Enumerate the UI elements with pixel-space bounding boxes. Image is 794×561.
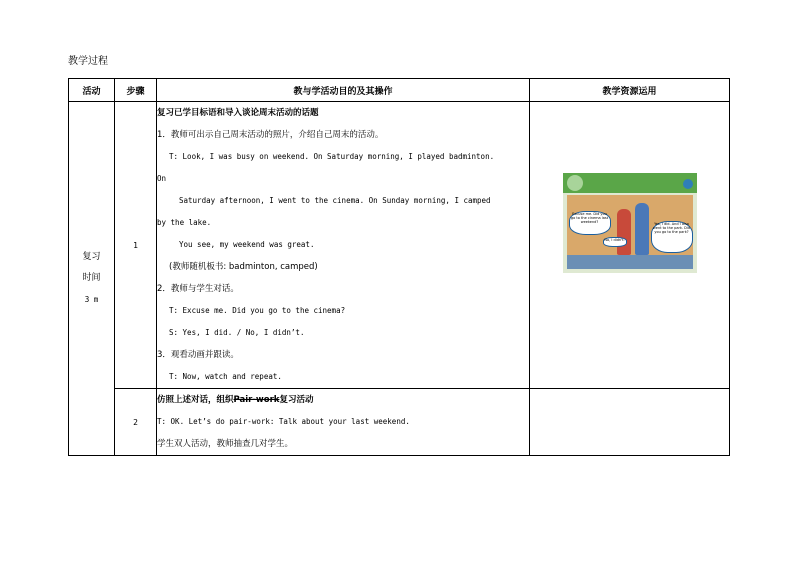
speech-bubble-mid: No, I didn't. bbox=[603, 237, 627, 247]
logo-icon bbox=[567, 175, 583, 191]
step1-dialog-line: Saturday afternoon, I went to the cinema. On Sunday morning, I camped bbox=[179, 196, 491, 205]
speech-bubble-right: Yes, I did. And I also went to the park. Did you go to the park? bbox=[651, 221, 693, 253]
step1-operations bbox=[157, 102, 530, 389]
header-operations: 教与学活动目的及其操作 bbox=[157, 79, 530, 102]
activity-line-1: 复习 bbox=[82, 252, 101, 262]
step1-dialog-line: by the lake. bbox=[157, 218, 212, 227]
step1-dialog-line: T: Now, watch and repeat. bbox=[169, 372, 282, 381]
step2-operations bbox=[157, 389, 530, 456]
table-header-row bbox=[69, 79, 730, 102]
character-boy bbox=[635, 203, 649, 255]
animation-screenshot bbox=[563, 173, 697, 273]
badge-icon bbox=[683, 179, 693, 189]
header-activity: 活动 bbox=[69, 79, 115, 102]
step2-title-pre: 仿照上述对话，组织 bbox=[157, 395, 234, 405]
step1-board-note: (教师随机板书: badminton, camped) bbox=[169, 262, 318, 272]
step1-item-2: 2．教师与学生对话。 bbox=[157, 284, 239, 294]
step-number-1: 1 bbox=[115, 102, 157, 389]
step1-dialog-line: You see, my weekend was great. bbox=[179, 240, 315, 249]
step2-title-strike: Pair-work bbox=[233, 395, 280, 405]
table-row-step1 bbox=[69, 102, 730, 389]
step1-item-1: 1．教师可出示自己周末活动的照片，介绍自己周末的活动。 bbox=[157, 130, 384, 140]
activity-cell bbox=[69, 102, 115, 456]
page-heading: 教学过程 bbox=[68, 56, 108, 67]
speech-bubble-left: Excuse me. Did you go to the cinema last weekend? bbox=[569, 211, 611, 235]
step2-title-post: 复习活动 bbox=[279, 395, 314, 405]
step2-note: 学生双人活动，教师抽查几对学生。 bbox=[157, 439, 294, 449]
thumb-header-bar bbox=[563, 173, 697, 193]
step1-dialog-line: T: Excuse me. Did you go to the cinema? bbox=[169, 306, 346, 315]
step1-dialog-line: T: Look, I was busy on weekend. On Saturday morning, I played badminton. bbox=[169, 152, 495, 161]
step1-dialog-line: On bbox=[157, 174, 167, 183]
step1-dialog-line: S: Yes, I did. / No, I didn’t. bbox=[169, 328, 305, 337]
cartoon-floor bbox=[567, 255, 693, 269]
activity-line-2: 时间 bbox=[82, 273, 101, 283]
table-row-step2 bbox=[69, 389, 730, 456]
resource-cell bbox=[530, 102, 730, 389]
character-girl bbox=[617, 209, 631, 255]
activity-line-3: 3 m bbox=[84, 295, 99, 304]
header-step: 步骤 bbox=[115, 79, 157, 102]
step1-title: 复习已学目标语和导入谈论周末活动的话题 bbox=[157, 108, 319, 118]
header-resources: 教学资源运用 bbox=[530, 79, 730, 102]
resource-cell-2 bbox=[530, 389, 730, 456]
lesson-table bbox=[68, 78, 730, 456]
step2-dialog-line: T: OK. Let’s do pair-work: Talk about your last weekend. bbox=[157, 417, 410, 426]
step2-title bbox=[157, 389, 529, 411]
step-number-2: 2 bbox=[115, 389, 157, 456]
step1-item-3: 3．观看动画并跟读。 bbox=[157, 350, 239, 360]
